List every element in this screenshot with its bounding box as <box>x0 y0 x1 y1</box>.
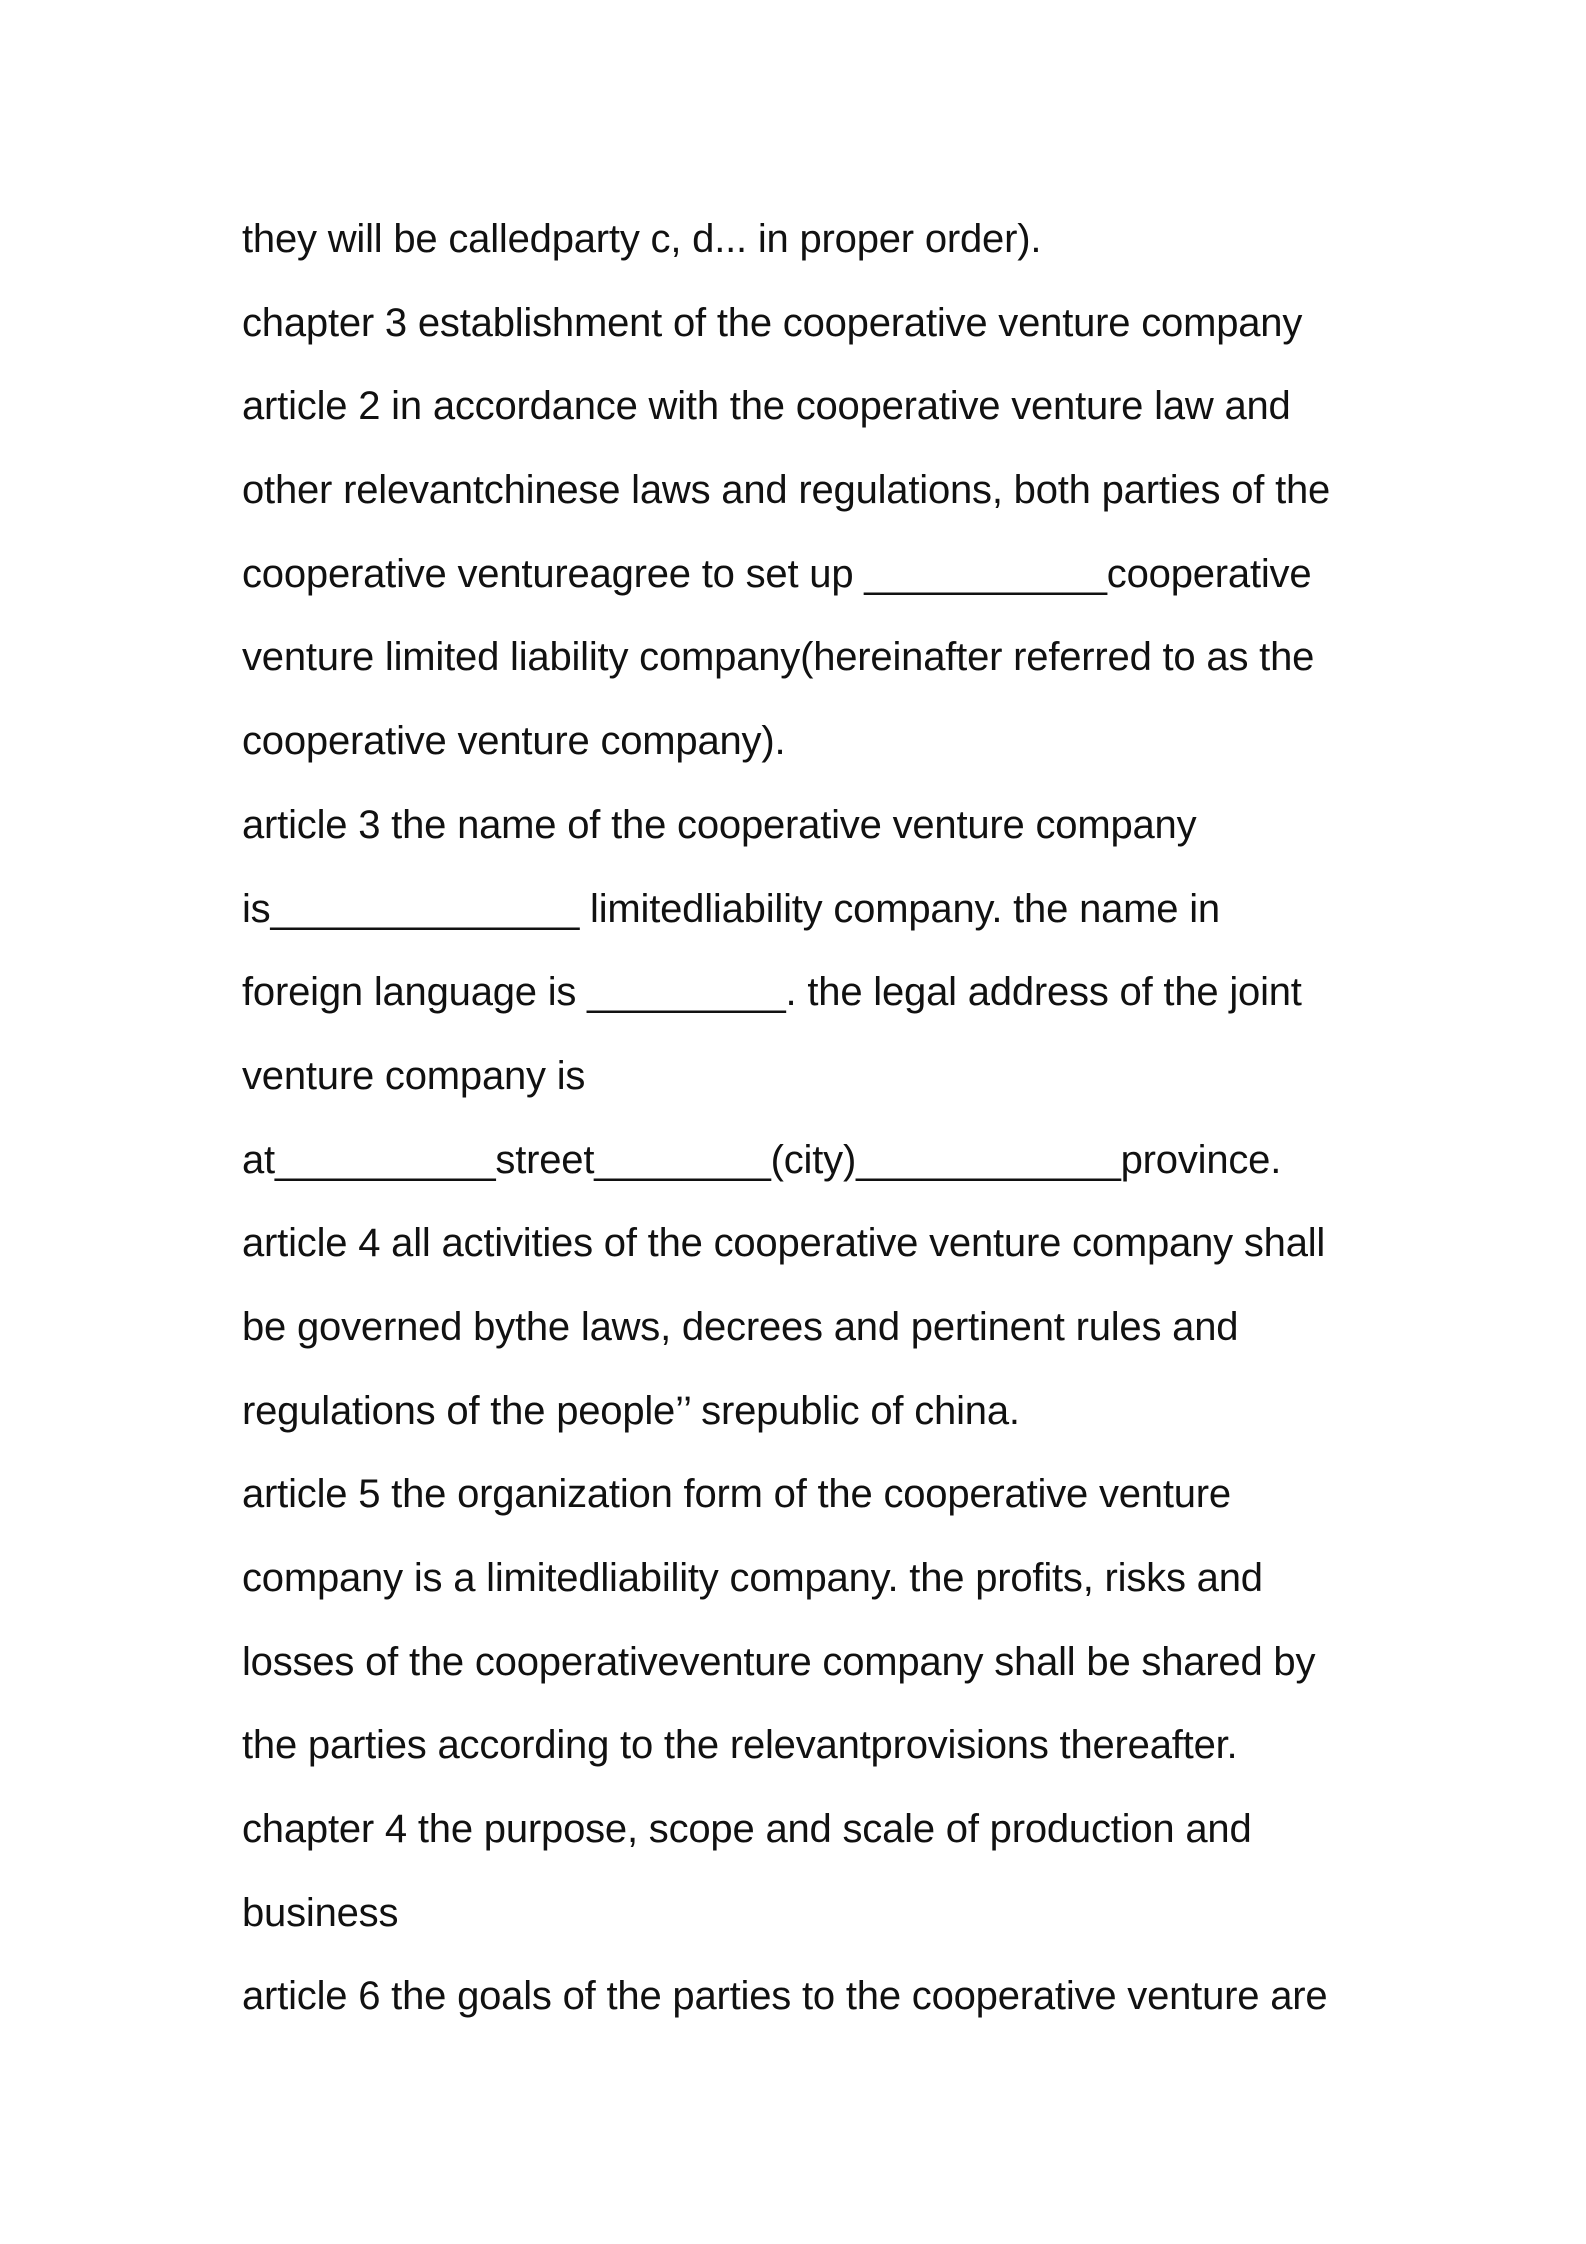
text-line: company is a limitedliability company. the profits, risks and <box>242 1556 1263 1600</box>
text-line: cooperative venture company). <box>242 719 786 764</box>
text-line: is______________ limitedliability company. the name in <box>242 886 1220 931</box>
text-line: article 5 the organization form of the cooperative venture <box>242 1472 1231 1517</box>
text-line: regulations of the people’’ srepublic of china. <box>242 1388 1020 1433</box>
chapter-heading: chapter 4 the purpose, scope and scale of production and <box>242 1807 1252 1852</box>
text-line: venture company is <box>242 1053 586 1098</box>
text-line: losses of the cooperativeventure company shall be shared by <box>242 1639 1316 1684</box>
text-line: article 3 the name of the cooperative venture company <box>242 802 1197 847</box>
document-body <box>242 198 1382 2039</box>
text-line: they will be calledparty c, d... in proper order). <box>242 217 1042 261</box>
text-line: article 2 in accordance with the cooperative venture law and <box>242 384 1291 429</box>
text-line: article 6 the goals of the parties to the cooperative venture are <box>242 1974 1328 2019</box>
text-line: cooperative ventureagree to set up ___________cooperative <box>242 551 1312 596</box>
chapter-heading: chapter 3 establishment of the cooperative venture company <box>242 300 1303 345</box>
text-line: article 4 all activities of the cooperative venture company shall <box>242 1221 1326 1266</box>
text-line: business <box>242 1890 399 1935</box>
text-line: be governed bythe laws, decrees and pertinent rules and <box>242 1304 1239 1349</box>
text-line: other relevantchinese laws and regulations, both parties of the <box>242 468 1331 513</box>
text-line: foreign language is _________. the legal address of the joint <box>242 970 1302 1015</box>
text-line: at__________street________(city)____________province. <box>242 1137 1282 1182</box>
text-line: the parties according to the relevantprovisions thereafter. <box>242 1723 1238 1768</box>
text-line: venture limited liability company(hereinafter referred to as the <box>242 635 1315 680</box>
